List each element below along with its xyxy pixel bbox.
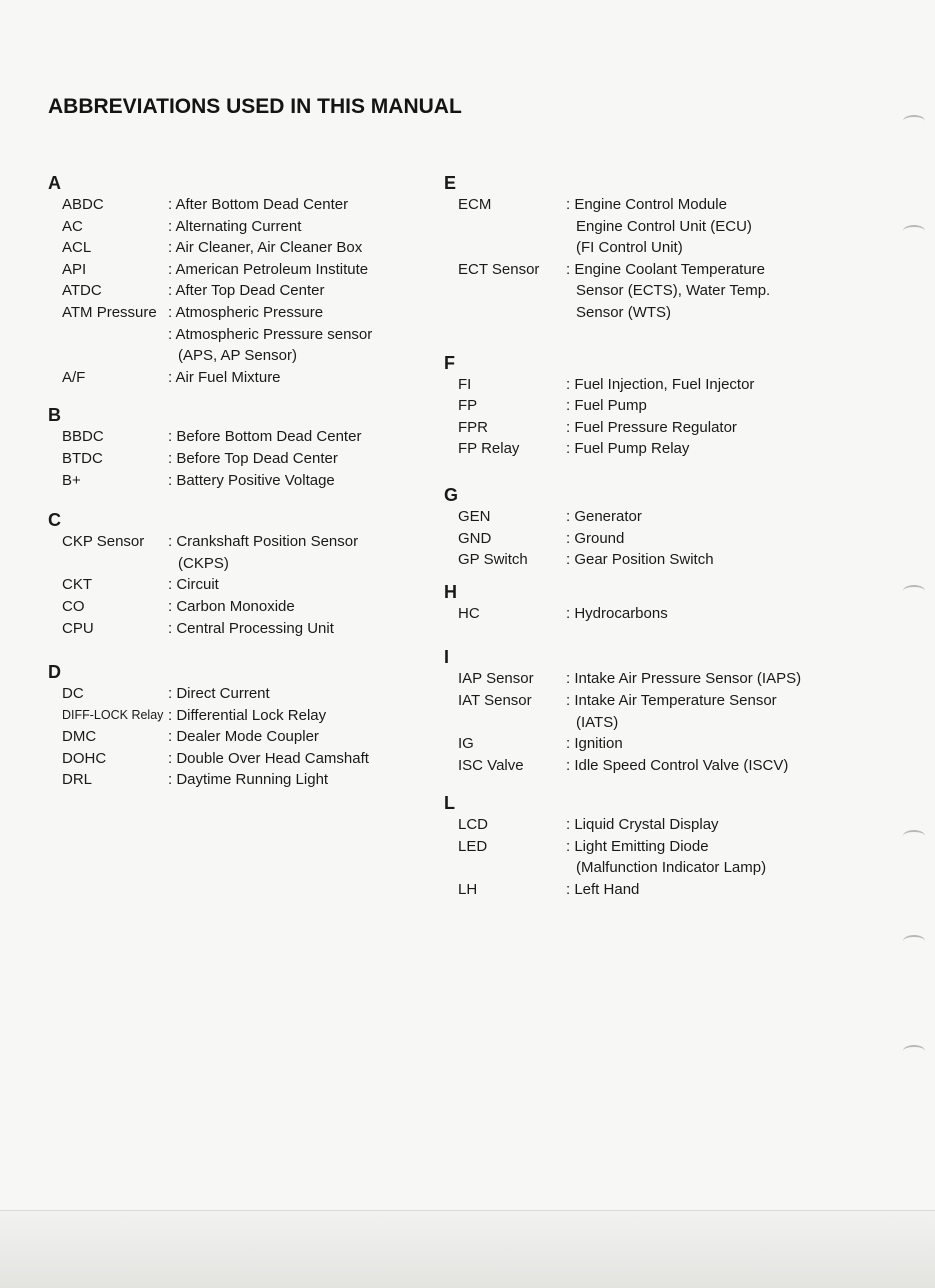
abbreviation-row — [48, 216, 458, 238]
definition — [168, 618, 458, 640]
definition-line: : Circuit — [168, 576, 219, 594]
definition-line: : Ground — [566, 529, 625, 547]
abbreviation-row — [444, 194, 844, 259]
abbreviation-row — [48, 194, 458, 216]
section-letter: F — [444, 352, 455, 373]
definition — [168, 748, 458, 770]
definition-line: (CKPS) — [178, 554, 229, 572]
section-d — [48, 661, 458, 791]
abbreviation-row — [444, 690, 844, 733]
abbreviation-row — [444, 549, 844, 571]
abbreviation: IG — [458, 735, 474, 753]
abbreviation: FI — [458, 375, 472, 393]
definition-line: : Engine Coolant Temperature — [566, 260, 766, 278]
section-letter: I — [444, 647, 450, 668]
definition — [168, 769, 458, 791]
section-letter: C — [48, 510, 61, 531]
definition — [168, 194, 458, 216]
definition-line: (APS, AP Sensor) — [178, 347, 297, 365]
definition-line: (IATS) — [576, 713, 619, 731]
definition — [566, 194, 844, 259]
definition-line: : Before Top Dead Center — [168, 449, 338, 467]
definition-line: : Direct Current — [168, 685, 270, 703]
abbreviation-row — [48, 748, 458, 770]
definition — [168, 705, 458, 727]
definition — [168, 596, 458, 618]
section-letter: E — [444, 173, 457, 193]
definition-line: : Light Emitting Diode — [566, 837, 709, 855]
definition-line: : Double Over Head Camshaft — [168, 749, 369, 767]
abbreviation-row — [48, 531, 458, 574]
definition-line: : Ignition — [566, 735, 623, 753]
abbreviation: ACL — [62, 239, 92, 257]
abbreviation: CKT — [62, 576, 92, 594]
section-g — [444, 484, 844, 571]
abbreviation: B+ — [62, 471, 81, 489]
abbreviation: DC — [62, 685, 84, 703]
left-column — [48, 172, 458, 791]
definition — [168, 280, 458, 302]
margin-mark — [903, 1045, 925, 1057]
definition-line: : Carbon Monoxide — [168, 597, 295, 615]
definition-line: : Differential Lock Relay — [168, 706, 327, 724]
abbreviation-row — [444, 603, 844, 625]
definition-line: : Fuel Pump Relay — [566, 440, 690, 458]
definition-line: : Intake Air Temperature Sensor — [566, 691, 777, 709]
right-column — [444, 172, 844, 901]
definition-line: : After Top Dead Center — [168, 282, 325, 300]
definition — [566, 836, 844, 879]
definition-line: Sensor (ECTS), Water Temp. — [576, 282, 771, 300]
definition — [168, 367, 458, 389]
definition — [566, 395, 844, 417]
definition — [566, 438, 844, 460]
definition-line: Sensor (WTS) — [576, 303, 672, 321]
abbreviation-row — [48, 237, 458, 259]
definition-line: (Malfunction Indicator Lamp) — [576, 859, 767, 877]
abbreviation: ECM — [458, 196, 492, 213]
abbreviation-row — [444, 395, 844, 417]
definition-line: : Liquid Crystal Display — [566, 816, 719, 834]
abbreviation-row — [48, 259, 458, 281]
abbreviation-row — [48, 769, 458, 791]
definition-line: : Daytime Running Light — [168, 771, 329, 789]
margin-mark — [903, 830, 925, 842]
abbreviation-row — [444, 506, 844, 528]
abbreviation: AC — [62, 217, 83, 235]
abbreviation: LED — [458, 837, 488, 855]
definition-line: Engine Control Unit (ECU) — [576, 217, 752, 235]
abbreviation: CPU — [62, 619, 94, 637]
abbreviation-row — [48, 726, 458, 748]
definition — [168, 259, 458, 281]
margin-mark — [903, 585, 925, 597]
abbreviation-row — [48, 280, 458, 302]
page-bottom-edge — [0, 1210, 935, 1288]
abbreviation: DOHC — [62, 749, 107, 767]
abbreviation-row — [48, 596, 458, 618]
definition — [168, 470, 458, 492]
definition-line: : Idle Speed Control Valve (ISCV) — [566, 756, 789, 774]
margin-mark — [903, 115, 925, 127]
abbreviation: ISC Valve — [458, 756, 524, 774]
abbreviation: DIFF-LOCK Relay — [62, 707, 164, 722]
definition — [168, 683, 458, 705]
definition-line: : Fuel Pump — [566, 397, 647, 415]
abbreviation-row — [444, 417, 844, 439]
definition-line: : Intake Air Pressure Sensor (IAPS) — [566, 670, 802, 688]
definition — [566, 259, 844, 324]
definition — [566, 506, 844, 528]
margin-mark — [903, 225, 925, 237]
abbreviation-row — [48, 705, 458, 727]
definition-line: : Alternating Current — [168, 217, 302, 235]
definition-line: (FI Control Unit) — [576, 239, 683, 257]
definition — [168, 302, 458, 367]
abbreviation-row — [48, 574, 458, 596]
abbreviation: DMC — [62, 728, 97, 746]
abbreviation: HC — [458, 604, 480, 622]
definition — [168, 531, 458, 574]
abbreviation-row — [444, 528, 844, 550]
section-letter: L — [444, 793, 455, 814]
definition — [566, 668, 844, 690]
section-b — [48, 404, 458, 491]
abbreviation: BBDC — [62, 428, 104, 446]
section-e — [444, 172, 844, 324]
definition-line: : American Petroleum Institute — [168, 260, 369, 278]
definition-line: : Air Cleaner, Air Cleaner Box — [168, 239, 363, 257]
abbreviation-row — [444, 438, 844, 460]
definition — [566, 879, 844, 901]
definition — [168, 237, 458, 259]
abbreviation: CO — [62, 597, 85, 615]
abbreviation-row — [48, 448, 458, 470]
section-letter: G — [444, 484, 459, 505]
definition-line: : Crankshaft Position Sensor — [168, 533, 359, 551]
section-i — [444, 646, 844, 776]
definition-line: : Dealer Mode Coupler — [168, 728, 319, 746]
definition — [566, 603, 844, 625]
definition-line: : Gear Position Switch — [566, 551, 714, 569]
abbreviation: CKP Sensor — [62, 533, 145, 551]
definition-line: : Central Processing Unit — [168, 619, 334, 637]
definition — [566, 755, 844, 777]
abbreviation: ABDC — [62, 196, 104, 213]
abbreviation-row — [444, 374, 844, 396]
abbreviation-row — [48, 618, 458, 640]
definition-line: : Generator — [566, 507, 642, 525]
section-letter: A — [48, 173, 61, 193]
definition-line: : Before Bottom Dead Center — [168, 428, 362, 446]
section-f — [444, 352, 844, 460]
definition — [168, 216, 458, 238]
definition — [566, 549, 844, 571]
abbreviation-row — [48, 470, 458, 492]
abbreviation: ECT Sensor — [458, 260, 540, 278]
definition — [566, 528, 844, 550]
section-l — [444, 792, 844, 900]
definition-line: : Fuel Pressure Regulator — [566, 418, 737, 436]
abbreviation-row — [444, 836, 844, 879]
abbreviation: API — [62, 260, 87, 278]
abbreviation: ATDC — [62, 282, 102, 300]
definition-line: : Air Fuel Mixture — [168, 368, 281, 386]
abbreviation-row — [48, 426, 458, 448]
abbreviation: BTDC — [62, 449, 103, 467]
page-title: ABBREVIATIONS USED IN THIS MANUAL — [48, 95, 462, 118]
abbreviation: FPR — [458, 418, 488, 436]
section-letter: D — [48, 662, 61, 683]
section-letter: H — [444, 581, 457, 602]
abbreviation-row — [48, 367, 458, 389]
definition-line: : After Bottom Dead Center — [168, 196, 349, 213]
definition-line: : Left Hand — [566, 881, 640, 899]
abbreviation: IAT Sensor — [458, 691, 532, 709]
section-c — [48, 509, 458, 639]
abbreviation: LCD — [458, 816, 489, 834]
abbreviation: FP — [458, 397, 478, 415]
definition-line: : Atmospheric Pressure — [168, 303, 324, 321]
definition-line: : Atmospheric Pressure sensor — [168, 325, 373, 343]
definition-line: : Fuel Injection, Fuel Injector — [566, 375, 755, 393]
abbreviation-row — [444, 259, 844, 324]
definition — [168, 426, 458, 448]
section-letter: B — [48, 405, 61, 426]
abbreviation: FP Relay — [458, 440, 520, 458]
definition — [168, 448, 458, 470]
abbreviation-row — [48, 302, 458, 367]
abbreviation: GEN — [458, 507, 491, 525]
definition — [566, 733, 844, 755]
abbreviation-row — [48, 683, 458, 705]
definition-line: : Battery Positive Voltage — [168, 471, 335, 489]
abbreviation-row — [444, 733, 844, 755]
abbreviation: A/F — [62, 368, 86, 386]
definition — [566, 690, 844, 733]
definition — [566, 417, 844, 439]
abbreviation: ATM Pressure — [62, 303, 157, 321]
definition — [168, 726, 458, 748]
abbreviation-row — [444, 755, 844, 777]
definition-line: : Engine Control Module — [566, 196, 727, 213]
abbreviation-row — [444, 814, 844, 836]
definition — [566, 374, 844, 396]
section-a — [48, 172, 458, 388]
definition-line: : Hydrocarbons — [566, 604, 668, 622]
definition — [566, 814, 844, 836]
definition — [168, 574, 458, 596]
abbreviation: GND — [458, 529, 492, 547]
abbreviation: LH — [458, 881, 478, 899]
abbreviation: IAP Sensor — [458, 670, 534, 688]
margin-mark — [903, 935, 925, 947]
abbreviation: GP Switch — [458, 551, 528, 569]
abbreviation-row — [444, 879, 844, 901]
abbreviation-row — [444, 668, 844, 690]
section-h — [444, 581, 844, 625]
abbreviation: DRL — [62, 771, 93, 789]
